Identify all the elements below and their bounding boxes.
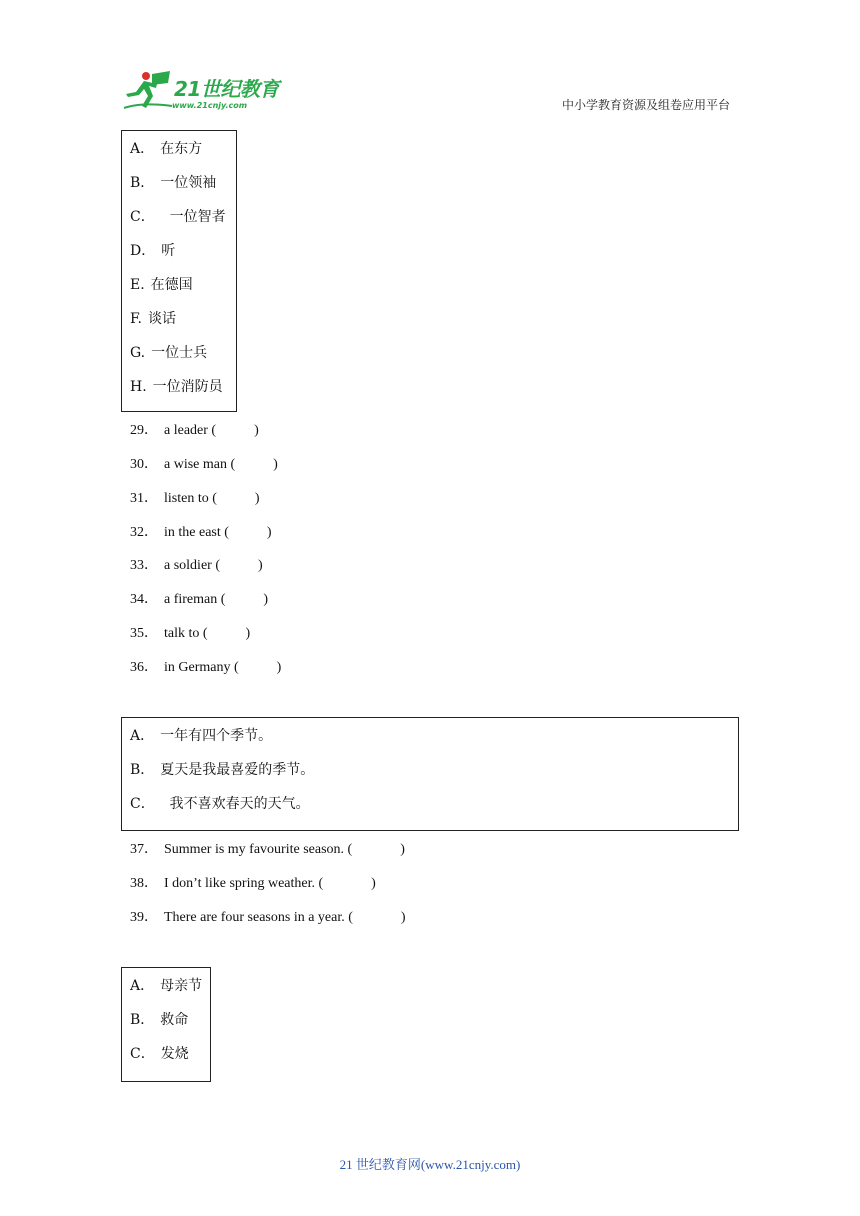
- question-number: 30．: [130, 457, 158, 472]
- option-key: H.: [130, 379, 147, 395]
- question-close: ): [263, 592, 269, 607]
- question-34: [130, 590, 268, 610]
- option-box-2: [121, 717, 739, 831]
- option-item: [130, 1044, 202, 1078]
- option-key: B．: [130, 175, 155, 191]
- question-number: 37．: [130, 842, 158, 857]
- question-close: ): [400, 910, 406, 925]
- logo: [122, 68, 292, 116]
- question-close: ): [257, 558, 263, 573]
- option-key: B．: [130, 1012, 155, 1028]
- question-text: a wise man (: [164, 457, 236, 472]
- option-text: 救命: [160, 1012, 189, 1028]
- question-number: 35．: [130, 626, 158, 641]
- option-key: D．: [130, 243, 156, 259]
- question-35: [130, 624, 250, 644]
- option-text: 在德国: [150, 277, 193, 293]
- option-text: 一位消防员: [152, 379, 223, 395]
- question-38: [130, 874, 376, 894]
- option-text: 夏天是我最喜爱的季节。: [160, 762, 315, 778]
- question-close: ): [254, 491, 260, 506]
- option-item: [130, 275, 228, 309]
- option-box-3: [121, 967, 211, 1082]
- option-item: [130, 173, 228, 207]
- option-item: [130, 241, 228, 275]
- logo-text: 21世纪教育: [174, 77, 279, 101]
- question-text: I don’t like spring weather. (: [164, 876, 324, 891]
- question-number: 33．: [130, 558, 158, 573]
- question-33: [130, 556, 263, 576]
- question-close: ): [371, 876, 376, 891]
- question-text: a soldier (: [164, 558, 220, 573]
- question-number: 29．: [130, 423, 158, 438]
- option-item: [130, 377, 228, 411]
- option-text: 听: [161, 243, 176, 259]
- question-number: 32．: [130, 525, 158, 540]
- option-key: C．: [130, 796, 155, 812]
- page-header: [0, 0, 860, 130]
- option-text: 我不喜欢春天的天气。: [160, 796, 310, 812]
- question-close: ): [266, 525, 272, 540]
- option-key: F.: [130, 311, 142, 327]
- question-text: talk to (: [164, 626, 208, 641]
- option-text: 一位领袖: [160, 175, 217, 191]
- question-32: [130, 523, 272, 543]
- question-36: [130, 658, 281, 678]
- question-close: ): [245, 626, 251, 641]
- page-footer: 21 世纪教育网(www.21cnjy.com): [339, 1157, 521, 1172]
- option-text: 一年有四个季节。: [160, 728, 273, 744]
- question-text: in the east (: [164, 525, 229, 540]
- option-text: 发烧: [160, 1046, 189, 1062]
- option-item: [130, 207, 228, 241]
- option-item: [130, 760, 730, 794]
- question-close: ): [276, 660, 282, 675]
- option-text: 一位智者: [160, 209, 226, 225]
- question-31: [130, 489, 260, 509]
- option-key: B．: [130, 762, 155, 778]
- runner-logo-icon: [122, 68, 174, 114]
- question-number: 38．: [130, 876, 158, 891]
- question-close: ): [254, 423, 259, 438]
- option-key: C．: [130, 209, 155, 225]
- option-key: A．: [130, 978, 155, 994]
- question-number: 39．: [130, 910, 158, 925]
- option-key: A．: [130, 728, 155, 744]
- question-number: 36．: [130, 660, 158, 675]
- logo-url: www.21cnjy.com: [172, 101, 248, 110]
- option-key: G.: [130, 345, 146, 361]
- question-text: There are four seasons in a year. (: [164, 910, 353, 925]
- option-text: 在东方: [160, 141, 203, 157]
- question-number: 34．: [130, 592, 158, 607]
- question-text: listen to (: [164, 491, 217, 506]
- option-text: 谈话: [147, 311, 176, 327]
- question-text: in Germany (: [164, 660, 239, 675]
- question-text: Summer is my favourite season. (: [164, 842, 353, 857]
- question-39: [130, 908, 406, 928]
- option-item: [130, 309, 228, 343]
- option-box-1: [121, 130, 237, 412]
- option-key: E.: [130, 277, 145, 293]
- option-key: C．: [130, 1046, 155, 1062]
- option-key: A．: [130, 141, 155, 157]
- question-37: [130, 840, 405, 860]
- question-close: ): [400, 842, 405, 857]
- question-close: ): [273, 457, 278, 472]
- option-item: [130, 794, 730, 828]
- option-item: [130, 343, 228, 377]
- question-text: a leader (: [164, 423, 217, 438]
- option-item: [130, 1010, 202, 1044]
- option-text: 一位士兵: [151, 345, 208, 361]
- question-29: [130, 421, 259, 441]
- option-item: [130, 976, 202, 1010]
- question-text: a fireman (: [164, 592, 226, 607]
- question-number: 31．: [130, 491, 158, 506]
- option-text: 母亲节: [160, 978, 203, 994]
- platform-title: 中小学教育资源及组卷应用平台: [561, 98, 730, 112]
- option-item: [130, 139, 228, 173]
- option-item: [130, 726, 730, 760]
- question-30: [130, 455, 278, 475]
